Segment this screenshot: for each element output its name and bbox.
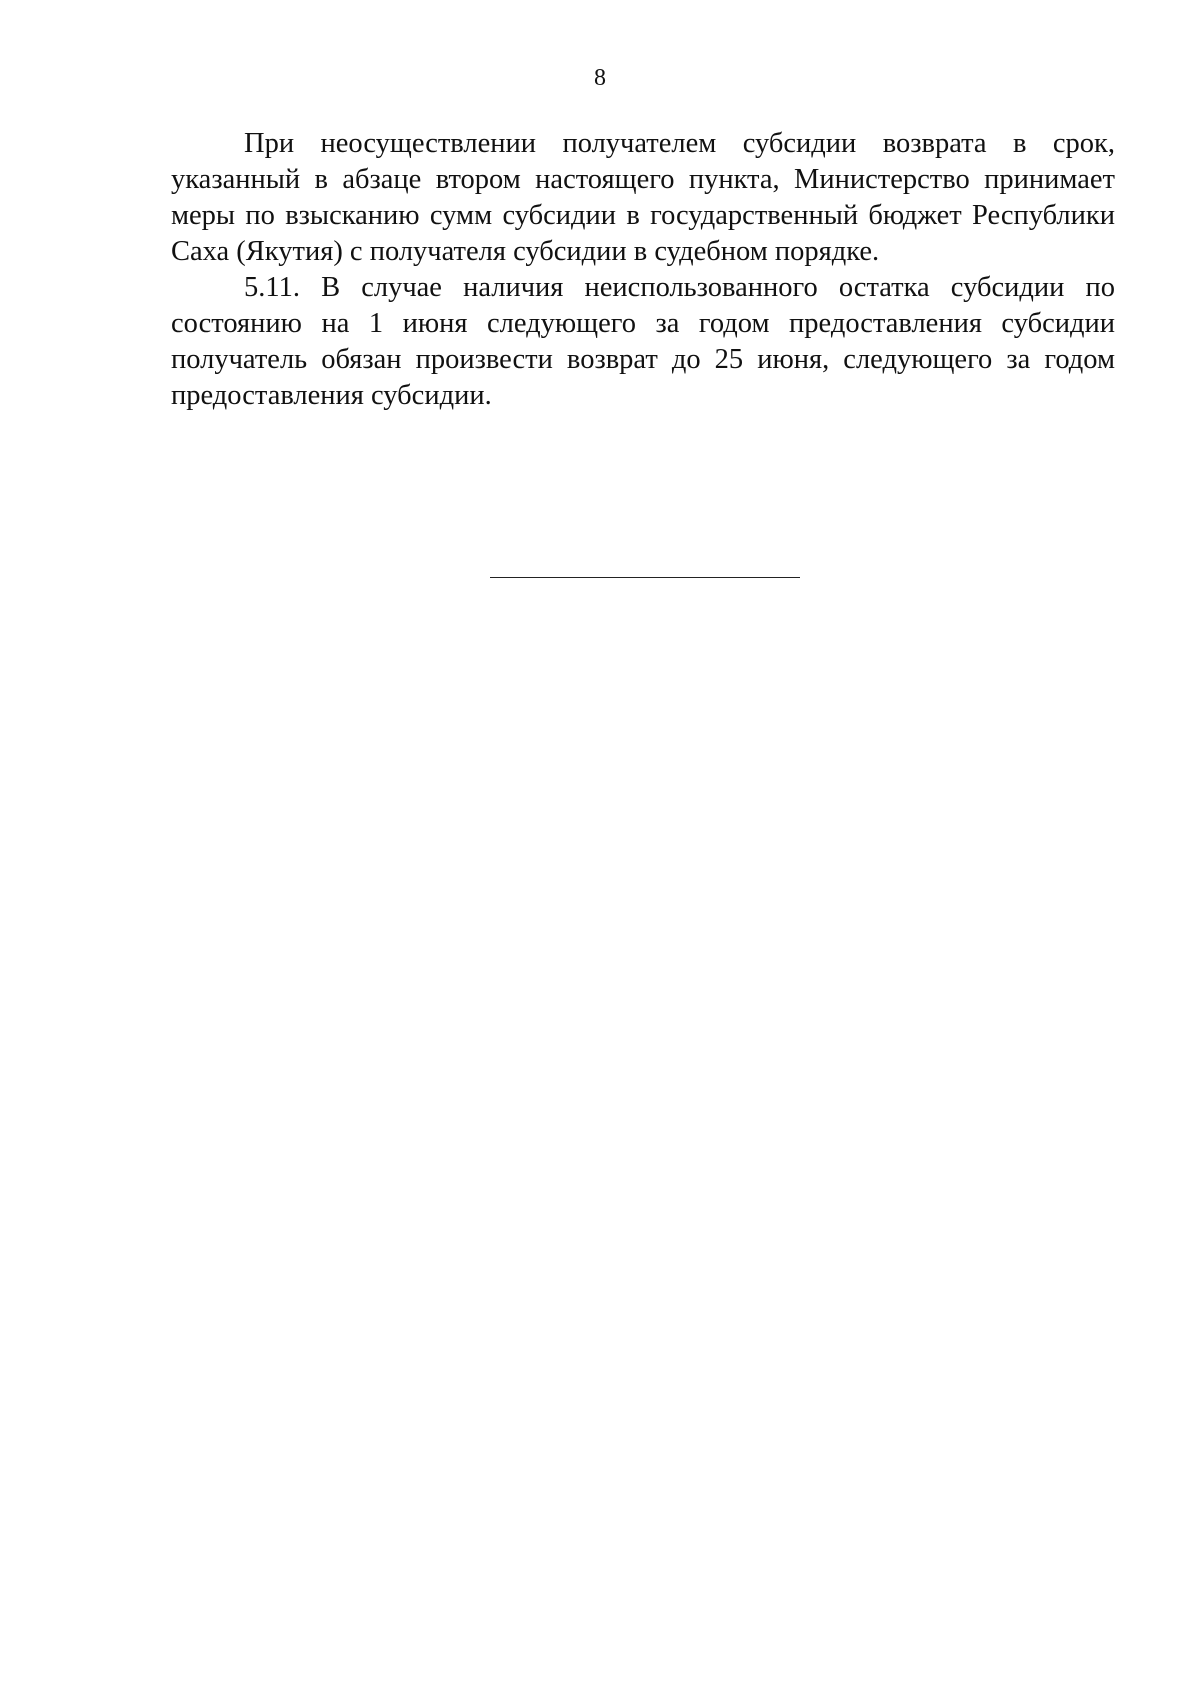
document-body xyxy=(171,126,1115,414)
page-number: 8 xyxy=(594,65,606,91)
paragraph-repayment-enforcement: При неосуществлении получателем субсидии возврата в срок, указанный в абзаце втором настоящего пункта, Министерство принимает меры по взысканию сумм субсидии в государственный бюджет Республики Саха (Якутия) с получателя субсидии в судебном порядке. xyxy=(171,128,1115,267)
paragraph-5-11-unused-balance: 5.11. В случае наличия неиспользованного остатка субсидии по состоянию на 1 июня следующего за годом предоставления субсидии получатель обязан произвести возврат до 25 июня, следующего за годом предоставления субсидии. xyxy=(171,272,1115,411)
end-of-document-line xyxy=(490,577,800,578)
